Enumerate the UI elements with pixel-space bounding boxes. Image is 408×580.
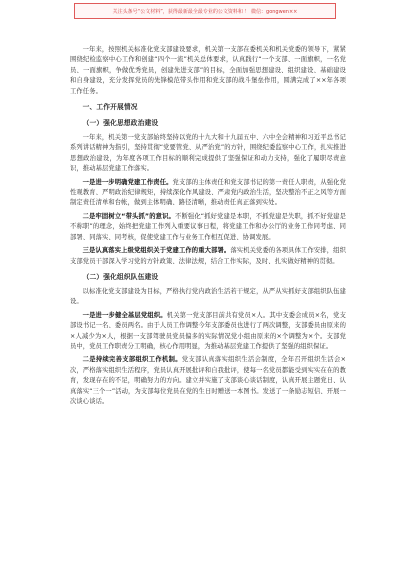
paragraph-lead: 二是牢固树立“带头抓”的意识。 (82, 212, 175, 220)
ideology-paragraph-4 (70, 246, 346, 267)
organization-paragraph-2 (70, 311, 346, 353)
organization-paragraph-1: 以标准化党支部建设为目标，严格执行党内政治生活若干规定，从严从实抓好支部组织队伍建设。 (70, 287, 346, 306)
paragraph-lead: 三是认真落实上级党组织关于党建工作的重大部署。 (82, 247, 231, 255)
promo-banner-text: 关注头条号“公文材料”，获得最新最全最专业的公文资料和 ！ 微信：gongwen×× (112, 9, 298, 15)
subsection-heading-ideology: （一）强化思想政治建设 (82, 119, 159, 128)
promo-banner[interactable] (74, 3, 336, 19)
paragraph-body: 落实机关党委的各项具体工作安排，组织支部党员干部深入学习党的方针政策、法律法规，结合工作实际，及时、扎实做好精神的贯彻。 (70, 247, 346, 265)
intro-paragraph: 一年来，按照机关标准化党支部建设要求，机关第一支部在委机关和机关党委的领导下，紧紧围绕纪检监察中心工作和创建“四个一流”机关总体要求，认真践行“一个支部、一面旗帜，一名党员、一面旗帜，争做优秀党员，创建先进支部”的目标，全面加强思想建设、组织建设、基础建设和自身建设，充分发挥党员的先锋模范带头作用和党支部的战斗堡垒作用，圆满完成了××年各项工作任务。 (70, 46, 346, 95)
paragraph-body: 党支部认真落实组织生活会制度，全年召开组织生活会×次，严格落实组织生活程序，党员认真开展批评和自我批评，使每一名党员都能受到实实在在的教育，发现存在的不足，明确努力的方向。建立并实施了支部谈心谈话制度，认真开展主题党日、认真落实“三个一”活动，为支部每位党员在党的生日时赠送一本图书。发送了一条励志短信、开展一次谈心谈话。 (70, 356, 347, 405)
section-heading-work-status: 一、工作开展情况 (82, 103, 138, 112)
paragraph-body: 机关第一党支部目前共有党员×人。其中支委会成员×名，党支部设书记一名、委员两名。由于人员工作调整今年支部委员也进行了两次调整，支部委员由原来的×人减少为×人，根据一支部驾驶员党员偏多的实际情况党小组由原来的×个调整为×个。支部党员中，党员工作职责分工明确，核心作用明显，为推动基层党建工作提供了坚强的组织保证。 (70, 311, 346, 350)
document-body (70, 45, 346, 410)
paragraph-body: 不断强化“抓好党建是本职，不抓党建是失职，抓不好党建是不称职”的理念，始终把党建工作列入重要议事日程，将党建工作和办公厅的业务工作同考虑、同部署、同落实、同考核，促使党建工作与业务工作相互促进、协调发展。 (70, 212, 346, 241)
ideology-paragraph-2 (70, 178, 346, 209)
paragraph-lead: 一是进一步健全基层党组织。 (82, 311, 167, 319)
organization-paragraph-3 (70, 355, 346, 407)
ideology-paragraph-3 (70, 212, 346, 243)
paragraph-lead: 一是进一步明确党建工作责任。 (82, 178, 173, 186)
subsection-heading-organization: （二）强化组织队伍建设 (82, 272, 159, 281)
ideology-paragraph-1: 一年来，机关第一党支部始终坚持以党的十九大和十九届五中、六中全会精神和习近平总书记系列讲话精神为指引，坚持贯彻“党要管党、从严治党”的方针，围绕纪委监察中心工作，扎实推进思想政治建设，为年度各项工作目标的顺利完成提供了坚强保证和动力支持，强化了履职尽责意识，推动基层党建工作落实。 (70, 134, 346, 173)
paragraph-lead: 二是持续完善支部组织工作机制。 (82, 356, 182, 364)
paragraph-body: 党支部的主体责任和党支部书记的第一责任人职责，从强化党性观教育、严明政治纪律规矩，持续深化作风建设、严肃党内政治生活，坚决整治不正之风等方面制定责任清单和台帐，做到主体明确、路径清晰，推动责任真正落到实处。 (70, 178, 346, 207)
